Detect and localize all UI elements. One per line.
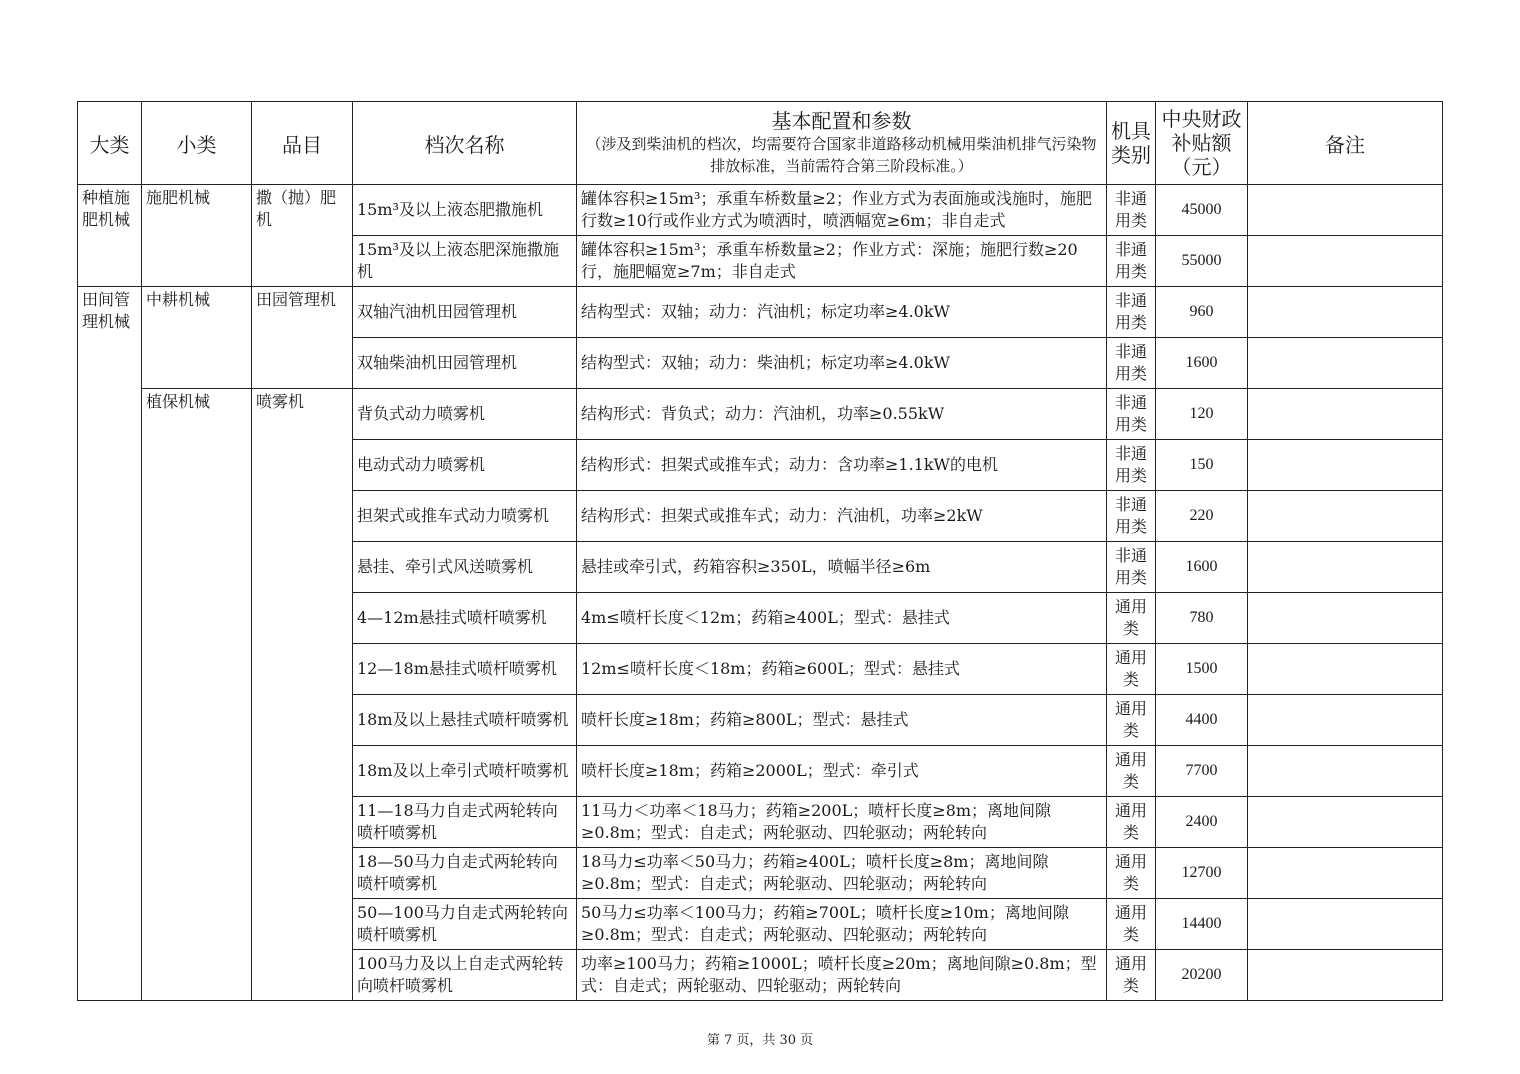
params-text: 12m≤喷杆长度＜18m；药箱≥600L；型式：悬挂式 — [581, 659, 961, 678]
category-cell: 田间管理机械 — [78, 287, 142, 1001]
params-text: 结构形式：背负式；动力：汽油机，功率≥0.55kW — [581, 404, 945, 423]
subsidy-amount-cell: 14400 — [1156, 899, 1248, 950]
params-text: 喷杆长度≥18m；药箱≥800L；型式：悬挂式 — [581, 710, 909, 729]
remarks-cell — [1248, 899, 1443, 950]
header-params — [577, 102, 1107, 185]
table-header-row — [78, 102, 1443, 185]
params-text: 悬挂或牵引式，药箱容积≥350L，喷幅半径≥6m — [581, 557, 931, 576]
machine-type-cell: 通用类 — [1107, 950, 1156, 1001]
params-text: 4m≤喷杆长度＜12m；药箱≥400L；型式：悬挂式 — [581, 608, 950, 627]
machine-type-cell: 非通用类 — [1107, 338, 1156, 389]
params-text: 结构型式：双轴；动力：柴油机；标定功率≥4.0kW — [581, 353, 950, 372]
remarks-cell — [1248, 440, 1443, 491]
params-cell — [577, 236, 1107, 287]
grade-name-cell: 双轴汽油机田园管理机 — [353, 287, 577, 338]
params-cell — [577, 695, 1107, 746]
subsidy-amount-cell: 12700 — [1156, 848, 1248, 899]
params-cell — [577, 491, 1107, 542]
params-cell — [577, 899, 1107, 950]
grade-name-cell: 18m及以上悬挂式喷杆喷雾机 — [353, 695, 577, 746]
params-text: 罐体容积≥15m³；承重车桥数量≥2；作业方式为表面施或浅施时，施肥行数≥10行或作业方式为喷洒时，喷洒幅宽≥6m；非自走式 — [581, 189, 1092, 230]
table-row — [78, 389, 1443, 440]
header-subsidy: 中央财政补贴额（元） — [1156, 102, 1248, 185]
remarks-cell — [1248, 593, 1443, 644]
subsidy-amount-cell: 220 — [1156, 491, 1248, 542]
remarks-cell — [1248, 389, 1443, 440]
subsidy-amount-cell: 1500 — [1156, 644, 1248, 695]
machine-type-cell: 非通用类 — [1107, 542, 1156, 593]
grade-name-cell: 18m及以上牵引式喷杆喷雾机 — [353, 746, 577, 797]
subsidy-amount-cell: 1600 — [1156, 542, 1248, 593]
subsidy-amount-cell: 7700 — [1156, 746, 1248, 797]
header-machine-type: 机具类别 — [1107, 102, 1156, 185]
machine-type-cell: 非通用类 — [1107, 185, 1156, 236]
machine-type-cell: 通用类 — [1107, 746, 1156, 797]
table-row — [78, 287, 1443, 338]
params-cell — [577, 644, 1107, 695]
page-number-footer: 第 7 页，共 30 页 — [706, 1033, 814, 1048]
machine-type-cell: 通用类 — [1107, 644, 1156, 695]
machine-type-cell: 非通用类 — [1107, 389, 1156, 440]
header-subcategory: 小类 — [142, 102, 252, 185]
subsidy-amount-cell: 120 — [1156, 389, 1248, 440]
params-cell — [577, 440, 1107, 491]
subsidy-amount-cell: 960 — [1156, 287, 1248, 338]
machine-type-cell: 非通用类 — [1107, 440, 1156, 491]
remarks-cell — [1248, 338, 1443, 389]
remarks-cell — [1248, 746, 1443, 797]
machine-type-cell: 通用类 — [1107, 848, 1156, 899]
table-row — [78, 185, 1443, 236]
grade-name-cell: 15m³及以上液态肥撒施机 — [353, 185, 577, 236]
grade-name-cell: 双轴柴油机田园管理机 — [353, 338, 577, 389]
grade-name-cell: 背负式动力喷雾机 — [353, 389, 577, 440]
subsidy-amount-cell: 45000 — [1156, 185, 1248, 236]
remarks-cell — [1248, 797, 1443, 848]
header-category: 大类 — [78, 102, 142, 185]
params-text: 11马力＜功率＜18马力；药箱≥200L；喷杆长度≥8m；离地间隙≥0.8m；型式：自走式；两轮驱动、四轮驱动；两轮转向 — [581, 801, 1052, 842]
grade-name-cell: 电动式动力喷雾机 — [353, 440, 577, 491]
remarks-cell — [1248, 287, 1443, 338]
grade-name-cell: 50—100马力自走式两轮转向喷杆喷雾机 — [353, 899, 577, 950]
params-text: 结构型式：双轴；动力：汽油机；标定功率≥4.0kW — [581, 302, 950, 321]
remarks-cell — [1248, 644, 1443, 695]
machine-type-cell: 非通用类 — [1107, 236, 1156, 287]
params-text: 18马力≤功率＜50马力；药箱≥400L；喷杆长度≥8m；离地间隙≥0.8m；型式：自走式；两轮驱动、四轮驱动；两轮转向 — [581, 852, 1049, 893]
remarks-cell — [1248, 542, 1443, 593]
header-params-title: 基本配置和参数 — [771, 109, 912, 133]
params-cell — [577, 950, 1107, 1001]
params-text: 结构形式：担架式或推车式；动力：汽油机，功率≥2kW — [581, 506, 983, 525]
subsidy-amount-cell: 20200 — [1156, 950, 1248, 1001]
header-remarks: 备注 — [1248, 102, 1443, 185]
grade-name-cell: 4—12m悬挂式喷杆喷雾机 — [353, 593, 577, 644]
item-cell: 喷雾机 — [252, 389, 353, 1001]
item-cell: 撒（抛）肥机 — [252, 185, 353, 287]
machine-type-cell: 通用类 — [1107, 899, 1156, 950]
subsidy-amount-cell: 2400 — [1156, 797, 1248, 848]
subsidy-amount-cell: 780 — [1156, 593, 1248, 644]
machine-type-cell: 通用类 — [1107, 797, 1156, 848]
subsidy-amount-cell: 1600 — [1156, 338, 1248, 389]
remarks-cell — [1248, 491, 1443, 542]
header-item: 品目 — [252, 102, 353, 185]
grade-name-cell: 15m³及以上液态肥深施撒施机 — [353, 236, 577, 287]
subsidy-amount-cell: 150 — [1156, 440, 1248, 491]
machine-type-cell: 非通用类 — [1107, 287, 1156, 338]
subsidy-table — [77, 101, 1443, 1001]
subsidy-amount-cell: 4400 — [1156, 695, 1248, 746]
remarks-cell — [1248, 848, 1443, 899]
params-cell — [577, 287, 1107, 338]
grade-name-cell: 悬挂、牵引式风送喷雾机 — [353, 542, 577, 593]
params-text: 罐体容积≥15m³；承重车桥数量≥2；作业方式：深施；施肥行数≥20行，施肥幅宽≥7m；非自走式 — [581, 240, 1078, 281]
header-grade-name: 档次名称 — [353, 102, 577, 185]
params-cell — [577, 338, 1107, 389]
params-cell — [577, 542, 1107, 593]
header-params-note: （涉及到柴油机的档次，均需要符合国家非道路移动机械用柴油机排气污染物排放标准，当前需符合第三阶段标准。） — [586, 135, 1097, 175]
params-cell — [577, 389, 1107, 440]
params-cell — [577, 848, 1107, 899]
remarks-cell — [1248, 236, 1443, 287]
machine-type-cell: 通用类 — [1107, 695, 1156, 746]
params-cell — [577, 593, 1107, 644]
grade-name-cell: 18—50马力自走式两轮转向喷杆喷雾机 — [353, 848, 577, 899]
remarks-cell — [1248, 695, 1443, 746]
params-text: 功率≥100马力；药箱≥1000L；喷杆长度≥20m；离地间隙≥0.8m；型式：自走式；两轮驱动、四轮驱动；两轮转向 — [581, 954, 1097, 995]
subcategory-cell: 施肥机械 — [142, 185, 252, 287]
params-cell — [577, 185, 1107, 236]
params-text: 50马力≤功率＜100马力；药箱≥700L；喷杆长度≥10m；离地间隙≥0.8m；型式：自走式；两轮驱动、四轮驱动；两轮转向 — [581, 903, 1069, 944]
grade-name-cell: 12—18m悬挂式喷杆喷雾机 — [353, 644, 577, 695]
machine-type-cell: 非通用类 — [1107, 491, 1156, 542]
params-text: 结构形式：担架式或推车式；动力：含功率≥1.1kW的电机 — [581, 455, 998, 474]
params-cell — [577, 746, 1107, 797]
grade-name-cell: 担架式或推车式动力喷雾机 — [353, 491, 577, 542]
grade-name-cell: 11—18马力自走式两轮转向喷杆喷雾机 — [353, 797, 577, 848]
params-cell — [577, 797, 1107, 848]
grade-name-cell: 100马力及以上自走式两轮转向喷杆喷雾机 — [353, 950, 577, 1001]
params-text: 喷杆长度≥18m；药箱≥2000L；型式：牵引式 — [581, 761, 919, 780]
machine-type-cell: 通用类 — [1107, 593, 1156, 644]
remarks-cell — [1248, 950, 1443, 1001]
remarks-cell — [1248, 185, 1443, 236]
subcategory-cell: 植保机械 — [142, 389, 252, 1001]
subsidy-amount-cell: 55000 — [1156, 236, 1248, 287]
category-cell: 种植施肥机械 — [78, 185, 142, 287]
subcategory-cell: 中耕机械 — [142, 287, 252, 389]
item-cell: 田园管理机 — [252, 287, 353, 389]
table-body — [78, 185, 1443, 1001]
